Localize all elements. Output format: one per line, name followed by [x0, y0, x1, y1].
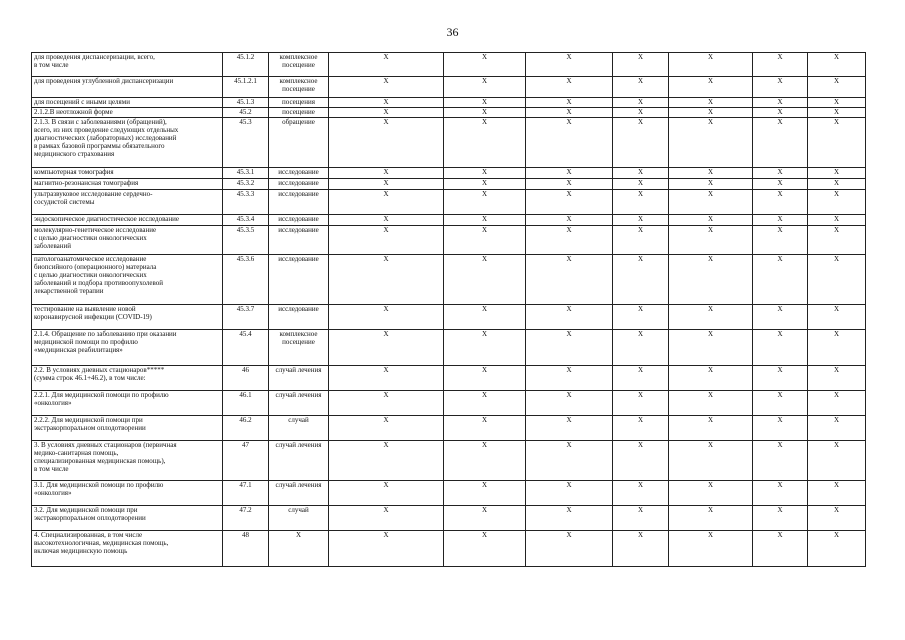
row-value-cell: X: [808, 255, 866, 305]
row-code-cell: 47.2: [223, 506, 269, 531]
row-name-cell: магнитно-резонансная томография: [32, 179, 223, 190]
row-value-cell: X: [526, 215, 613, 226]
table-row: [32, 108, 866, 118]
row-value-cell: X: [444, 179, 526, 190]
row-value-cell: X: [329, 391, 444, 416]
row-value-cell: X: [753, 255, 808, 305]
table-row: [32, 98, 866, 108]
row-value-cell: X: [613, 190, 669, 215]
row-value-cell: X: [753, 441, 808, 481]
row-value-cell: X: [669, 98, 753, 108]
row-code-cell: 45.3.5: [223, 226, 269, 255]
row-value-cell: X: [329, 215, 444, 226]
row-code-cell: 45.3: [223, 118, 269, 168]
row-value-cell: X: [669, 391, 753, 416]
row-value-cell: X: [444, 441, 526, 481]
row-value-cell: X: [444, 226, 526, 255]
row-value-cell: X: [669, 190, 753, 215]
row-value-cell: X: [444, 481, 526, 506]
row-unit-cell: исследование: [269, 255, 329, 305]
row-value-cell: X: [444, 98, 526, 108]
row-value-cell: X: [329, 416, 444, 441]
row-value-cell: X: [753, 118, 808, 168]
row-unit-cell: случай: [269, 416, 329, 441]
row-value-cell: X: [613, 226, 669, 255]
row-value-cell: X: [808, 179, 866, 190]
row-value-cell: X: [669, 108, 753, 118]
row-value-cell: X: [444, 77, 526, 98]
row-value-cell: X: [669, 53, 753, 77]
row-value-cell: X: [613, 416, 669, 441]
row-code-cell: 45.1.2.1: [223, 77, 269, 98]
row-name-cell: для проведения углубленной диспансеризации: [32, 77, 223, 98]
row-value-cell: X: [753, 77, 808, 98]
row-value-cell: X: [526, 179, 613, 190]
row-value-cell: X: [753, 366, 808, 391]
row-value-cell: X: [753, 330, 808, 366]
row-value-cell: X: [526, 531, 613, 567]
row-value-cell: X: [526, 108, 613, 118]
row-value-cell: X: [444, 215, 526, 226]
row-value-cell: X: [669, 305, 753, 330]
row-value-cell: X: [329, 179, 444, 190]
row-code-cell: 45.3.4: [223, 215, 269, 226]
row-value-cell: X: [444, 255, 526, 305]
row-value-cell: X: [613, 441, 669, 481]
row-value-cell: X: [613, 118, 669, 168]
row-unit-cell: случай лечения: [269, 366, 329, 391]
row-name-cell: 2.1.4. Обращение по заболеванию при оказании медицинской помощи по профилю «медицинская реабилитация»: [32, 330, 223, 366]
row-value-cell: X: [526, 481, 613, 506]
row-name-cell: патологоанатомическое исследование биопсийного (операционного) материала с целью диагностики онкологических заболеваний и подбора противоопухолевой лекарственной терапии: [32, 255, 223, 305]
row-unit-cell: исследование: [269, 190, 329, 215]
row-value-cell: X: [613, 506, 669, 531]
row-value-cell: X: [444, 506, 526, 531]
row-value-cell: X: [329, 53, 444, 77]
row-value-cell: X: [808, 190, 866, 215]
row-value-cell: X: [613, 53, 669, 77]
row-value-cell: X: [753, 531, 808, 567]
row-value-cell: X: [753, 391, 808, 416]
row-value-cell: X: [613, 215, 669, 226]
row-value-cell: X: [808, 481, 866, 506]
row-value-cell: X: [613, 179, 669, 190]
row-value-cell: X: [613, 98, 669, 108]
table-row: [32, 118, 866, 168]
row-value-cell: X: [526, 226, 613, 255]
row-value-cell: X: [669, 416, 753, 441]
row-value-cell: X: [669, 506, 753, 531]
row-value-cell: X: [808, 98, 866, 108]
row-unit-cell: комплексное посещение: [269, 77, 329, 98]
row-code-cell: 47: [223, 441, 269, 481]
table-row: [32, 416, 866, 441]
row-value-cell: X: [808, 53, 866, 77]
row-name-cell: 3.1. Для медицинской помощи по профилю «онкология»: [32, 481, 223, 506]
row-value-cell: X: [526, 416, 613, 441]
table-row: [32, 53, 866, 77]
row-value-cell: X: [444, 118, 526, 168]
table-row: [32, 255, 866, 305]
row-code-cell: 47.1: [223, 481, 269, 506]
row-value-cell: X: [613, 255, 669, 305]
row-value-cell: X: [526, 190, 613, 215]
row-code-cell: 45.3.1: [223, 168, 269, 179]
row-value-cell: X: [329, 330, 444, 366]
row-code-cell: 45.3.2: [223, 179, 269, 190]
row-value-cell: X: [669, 255, 753, 305]
row-value-cell: X: [808, 506, 866, 531]
row-value-cell: X: [669, 531, 753, 567]
table-row: [32, 77, 866, 98]
table-row: [32, 190, 866, 215]
row-value-cell: X: [753, 108, 808, 118]
row-value-cell: X: [329, 366, 444, 391]
table-row: [32, 366, 866, 391]
row-name-cell: молекулярно-генетическое исследование с целью диагностики онкологических заболеваний: [32, 226, 223, 255]
row-value-cell: X: [329, 98, 444, 108]
row-value-cell: X: [329, 506, 444, 531]
row-value-cell: X: [669, 366, 753, 391]
row-value-cell: X: [329, 118, 444, 168]
row-value-cell: X: [753, 506, 808, 531]
row-value-cell: X: [808, 226, 866, 255]
row-name-cell: 2.2. В условиях дневных стационаров***** (сумма строк 46.1+46.2), в том числе:: [32, 366, 223, 391]
row-value-cell: X: [444, 190, 526, 215]
row-value-cell: X: [329, 441, 444, 481]
row-unit-cell: исследование: [269, 168, 329, 179]
row-value-cell: X: [808, 108, 866, 118]
row-code-cell: 45.2: [223, 108, 269, 118]
row-name-cell: 2.1.3. В связи с заболеваниями (обращений), всего, из них проведение следующих отдельных диагностических (лабораторных) исследований в рамках базовой программы обязательного медицинского страхования: [32, 118, 223, 168]
row-value-cell: X: [669, 330, 753, 366]
row-value-cell: X: [526, 118, 613, 168]
row-unit-cell: случай лечения: [269, 441, 329, 481]
row-value-cell: X: [808, 441, 866, 481]
row-value-cell: X: [613, 366, 669, 391]
row-value-cell: X: [526, 366, 613, 391]
row-value-cell: X: [329, 77, 444, 98]
row-value-cell: X: [808, 118, 866, 168]
row-value-cell: X: [526, 330, 613, 366]
row-value-cell: X: [613, 305, 669, 330]
row-code-cell: 46.1: [223, 391, 269, 416]
row-value-cell: X: [669, 179, 753, 190]
row-value-cell: X: [613, 108, 669, 118]
row-name-cell: 2.2.1. Для медицинской помощи по профилю «онкология»: [32, 391, 223, 416]
row-name-cell: ультразвуковое исследование сердечно- сосудистой системы: [32, 190, 223, 215]
table-row: [32, 168, 866, 179]
row-value-cell: X: [753, 305, 808, 330]
row-value-cell: X: [669, 118, 753, 168]
row-value-cell: X: [444, 168, 526, 179]
table-row: [32, 506, 866, 531]
row-name-cell: эндоскопическое диагностическое исследование: [32, 215, 223, 226]
row-value-cell: X: [613, 77, 669, 98]
row-unit-cell: исследование: [269, 215, 329, 226]
row-name-cell: 2.2.2. Для медицинской помощи при экстракорпоральном оплодотворении: [32, 416, 223, 441]
row-value-cell: X: [753, 416, 808, 441]
row-code-cell: 45.1.2: [223, 53, 269, 77]
row-value-cell: X: [669, 168, 753, 179]
row-value-cell: X: [329, 108, 444, 118]
row-value-cell: X: [808, 391, 866, 416]
row-name-cell: 3.2. Для медицинской помощи при экстракорпоральном оплодотворении: [32, 506, 223, 531]
row-value-cell: X: [329, 481, 444, 506]
row-value-cell: X: [526, 53, 613, 77]
row-value-cell: X: [444, 53, 526, 77]
row-value-cell: X: [526, 506, 613, 531]
data-table: [31, 52, 866, 567]
row-value-cell: X: [808, 168, 866, 179]
table-row: [32, 179, 866, 190]
row-name-cell: компьютерная томография: [32, 168, 223, 179]
row-value-cell: X: [669, 226, 753, 255]
row-value-cell: X: [753, 168, 808, 179]
row-unit-cell: X: [269, 531, 329, 567]
row-value-cell: X: [808, 305, 866, 330]
table-row: [32, 215, 866, 226]
row-name-cell: 2.1.2.В неотложной форме: [32, 108, 223, 118]
table-row: [32, 305, 866, 330]
row-value-cell: X: [329, 190, 444, 215]
row-value-cell: X: [753, 190, 808, 215]
row-name-cell: тестирование на выявление новой коронавирусной инфекции (COVID-19): [32, 305, 223, 330]
row-value-cell: X: [526, 391, 613, 416]
row-code-cell: 48: [223, 531, 269, 567]
row-value-cell: X: [613, 531, 669, 567]
row-value-cell: X: [753, 481, 808, 506]
table-row: [32, 441, 866, 481]
row-code-cell: 45.3.3: [223, 190, 269, 215]
row-name-cell: для проведения диспансеризации, всего, в том числе: [32, 53, 223, 77]
row-code-cell: 45.1.3: [223, 98, 269, 108]
row-value-cell: X: [753, 215, 808, 226]
row-value-cell: X: [329, 531, 444, 567]
row-value-cell: X: [526, 77, 613, 98]
row-value-cell: X: [669, 441, 753, 481]
row-value-cell: X: [753, 53, 808, 77]
row-unit-cell: исследование: [269, 179, 329, 190]
row-unit-cell: исследование: [269, 305, 329, 330]
row-value-cell: X: [329, 168, 444, 179]
row-unit-cell: посещения: [269, 98, 329, 108]
row-value-cell: X: [808, 366, 866, 391]
table-row: [32, 391, 866, 416]
row-value-cell: X: [808, 215, 866, 226]
page-number: 36: [446, 25, 459, 39]
row-value-cell: X: [753, 98, 808, 108]
row-unit-cell: обращение: [269, 118, 329, 168]
row-value-cell: X: [526, 305, 613, 330]
table-row: [32, 330, 866, 366]
row-code-cell: 45.3.7: [223, 305, 269, 330]
row-code-cell: 45.4: [223, 330, 269, 366]
row-value-cell: X: [808, 531, 866, 567]
row-unit-cell: случай лечения: [269, 391, 329, 416]
row-code-cell: 45.3.6: [223, 255, 269, 305]
row-value-cell: X: [669, 77, 753, 98]
row-code-cell: 46: [223, 366, 269, 391]
row-value-cell: X: [613, 391, 669, 416]
row-value-cell: X: [444, 330, 526, 366]
row-code-cell: 46.2: [223, 416, 269, 441]
row-value-cell: X: [613, 330, 669, 366]
row-value-cell: X: [444, 531, 526, 567]
row-value-cell: X: [526, 98, 613, 108]
table-row: [32, 481, 866, 506]
row-value-cell: X: [329, 305, 444, 330]
row-name-cell: для посещений с иными целями: [32, 98, 223, 108]
row-value-cell: X: [808, 77, 866, 98]
row-value-cell: X: [444, 108, 526, 118]
table-row: [32, 531, 866, 567]
row-name-cell: 3. В условиях дневных стационаров (первичная медико-санитарная помощь, специализированная медицинская помощь), в том числе: [32, 441, 223, 481]
row-value-cell: X: [613, 481, 669, 506]
row-value-cell: X: [669, 215, 753, 226]
row-value-cell: X: [753, 226, 808, 255]
row-value-cell: X: [444, 366, 526, 391]
row-value-cell: X: [613, 168, 669, 179]
row-unit-cell: посещение: [269, 108, 329, 118]
row-value-cell: X: [669, 481, 753, 506]
row-value-cell: X: [329, 255, 444, 305]
row-value-cell: X: [526, 255, 613, 305]
row-value-cell: X: [808, 416, 866, 441]
row-unit-cell: исследование: [269, 226, 329, 255]
row-unit-cell: случай: [269, 506, 329, 531]
row-value-cell: X: [444, 391, 526, 416]
row-value-cell: X: [526, 441, 613, 481]
row-unit-cell: комплексное посещение: [269, 53, 329, 77]
row-value-cell: X: [753, 179, 808, 190]
row-unit-cell: комплексное посещение: [269, 330, 329, 366]
row-name-cell: 4. Специализированная, в том числе высокотехнологичная, медицинская помощь, включая медицинскую помощь: [32, 531, 223, 567]
row-value-cell: X: [808, 330, 866, 366]
row-value-cell: X: [526, 168, 613, 179]
table-row: [32, 226, 866, 255]
row-value-cell: X: [444, 305, 526, 330]
row-value-cell: X: [329, 226, 444, 255]
row-unit-cell: случай лечения: [269, 481, 329, 506]
row-value-cell: X: [444, 416, 526, 441]
